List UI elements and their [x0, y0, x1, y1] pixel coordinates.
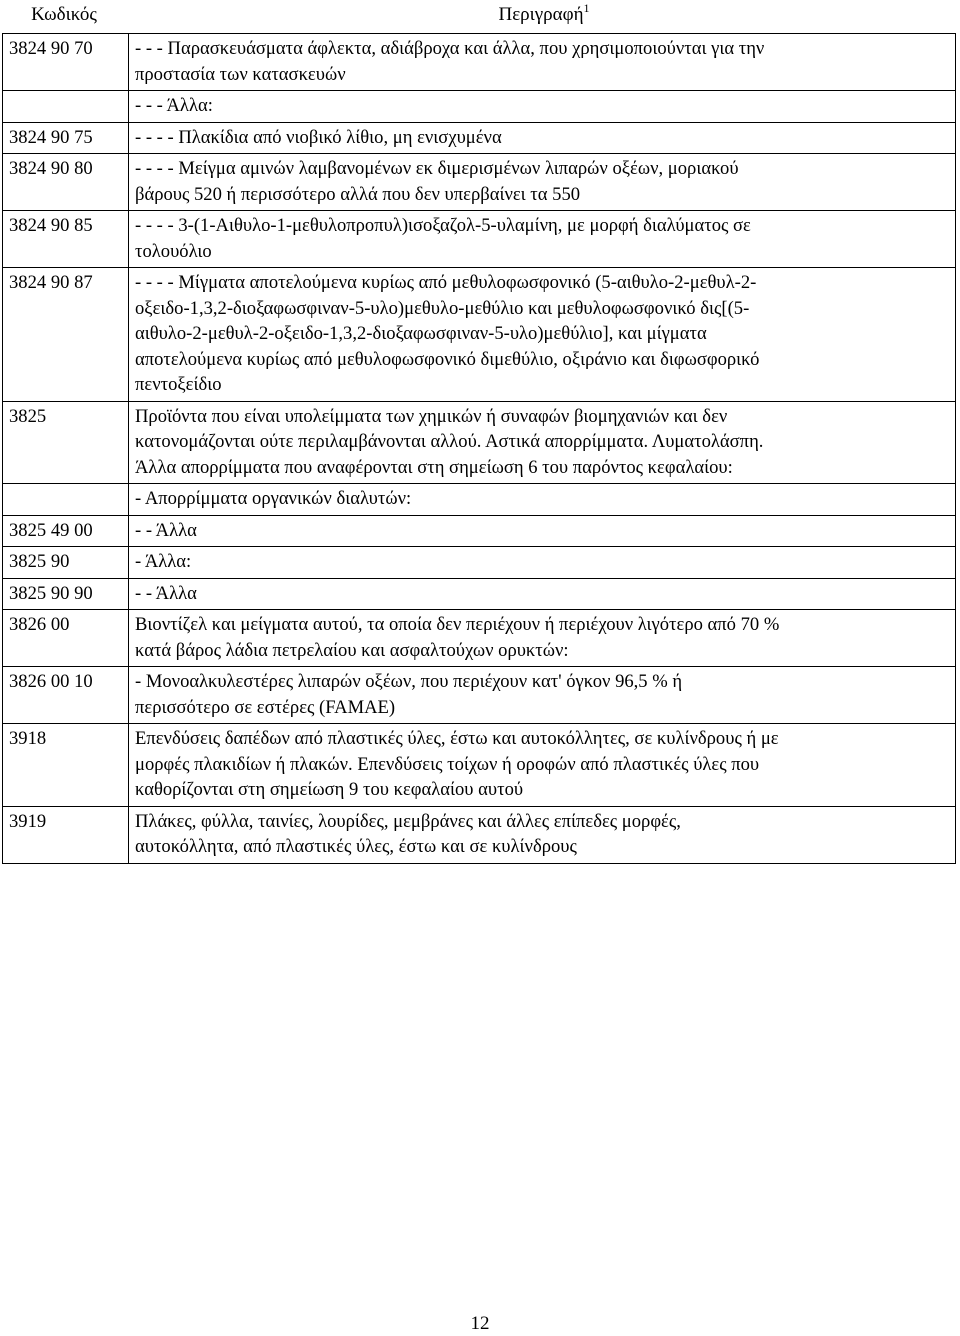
tariff-table-body [3, 34, 956, 864]
code-cell: 3918 [3, 724, 129, 807]
description-line: - - Άλλα [135, 519, 197, 541]
table-row [3, 34, 956, 91]
footnote-marker: 1 [583, 1, 590, 15]
description-line: Προϊόντα που είναι υπολείμματα των χημικών ή συναφών βιομηχανιών και δεν [135, 405, 728, 427]
code-cell: 3826 00 [3, 610, 129, 667]
description-line: - Απορρίμματα οργανικών διαλυτών: [135, 488, 412, 509]
description-line: τολουόλιο [135, 240, 212, 262]
description-line: - - - Άλλα: [135, 95, 213, 116]
table-row [3, 515, 956, 547]
description-line: Άλλα απορρίμματα που αναφέρονται στη σημείωση 6 του παρόντος κεφαλαίου: [135, 456, 733, 478]
description-line: - Άλλα: [135, 551, 192, 572]
table-row [3, 211, 956, 268]
description-cell [129, 806, 956, 863]
table-row [3, 547, 956, 579]
description-line: πεντοξείδιο [135, 374, 222, 395]
description-line: κατά βάρος λάδια πετρελαίου και ασφαλτούχων ορυκτών: [135, 639, 569, 661]
table-row [3, 578, 956, 610]
description-cell [129, 91, 956, 123]
code-cell: 3825 [3, 401, 129, 484]
table-row [3, 268, 956, 402]
description-line: - - - - 3-(1-Αιθυλο-1-μεθυλοπροπυλ)ισοξαζολ-5-υλαμίνη, με μορφή διαλύματος σε [135, 215, 751, 236]
description-cell [129, 154, 956, 211]
description-line: περισσότερο σε εστέρες (FAMAE) [135, 696, 396, 718]
page-number: 12 [470, 1313, 490, 1334]
description-cell [129, 724, 956, 807]
description-line: - - Άλλα [135, 582, 197, 604]
code-cell: 3825 90 [3, 547, 129, 579]
code-cell: 3824 90 87 [3, 268, 129, 402]
code-cell: 3824 90 75 [3, 122, 129, 154]
description-line: κατονομάζονται ούτε περιλαμβάνονται αλλού. Αστικά απορρίμματα. Λυματολάσπη. [135, 431, 764, 452]
code-cell: 3825 90 90 [3, 578, 129, 610]
description-cell [129, 515, 956, 547]
column-header-code: Κωδικός [31, 4, 97, 25]
description-line: - - - - Πλακίδια από νιοβικό λίθιο, μη ενισχυμένα [135, 126, 502, 148]
description-cell [129, 34, 956, 91]
description-line: βάρους 520 ή περισσότερο αλλά που δεν υπερβαίνει τα 550 [135, 183, 581, 205]
description-cell [129, 578, 956, 610]
code-cell: 3826 00 10 [3, 667, 129, 724]
description-line: Επενδύσεις δαπέδων από πλαστικές ύλες, έστω και αυτοκόλλητες, σε κυλίνδρους ή με [135, 728, 779, 749]
code-cell: 3825 49 00 [3, 515, 129, 547]
table-row [3, 484, 956, 516]
description-cell [129, 667, 956, 724]
description-line: Πλάκες, φύλλα, ταινίες, λουρίδες, μεμβράνες και άλλες επίπεδες μορφές, [135, 810, 681, 832]
description-cell [129, 484, 956, 516]
table-row [3, 806, 956, 863]
description-line: - - - - Μίγματα αποτελούμενα κυρίως από μεθυλοφωσφονικό (5-αιθυλο-2-μεθυλ-2- [135, 272, 757, 293]
description-cell [129, 211, 956, 268]
description-line: μορφές πλακιδίων ή πλακών. Επενδύσεις τοίχων ή οροφών από πλαστικές ύλες που [135, 753, 760, 775]
description-line: αιθυλο-2-μεθυλ-2-οξειδο-1,3,2-διοξαφωσφιναν-5-υλο)μεθύλιο], και μίγματα [135, 323, 707, 344]
description-line: - - - - Μείγμα αμινών λαμβανομένων εκ διμερισμένων λιπαρών οξέων, μοριακού [135, 158, 739, 179]
description-cell [129, 610, 956, 667]
description-line: καθορίζονται στη σημείωση 9 του κεφαλαίου αυτού [135, 779, 524, 800]
table-header [0, 0, 960, 34]
table-row [3, 724, 956, 807]
code-cell: 3824 90 85 [3, 211, 129, 268]
description-cell [129, 268, 956, 402]
table-row [3, 91, 956, 123]
tariff-table [2, 33, 956, 864]
description-line: - Μονοαλκυλεστέρες λιπαρών οξέων, που περιέχουν κατ' όγκον 96,5 % ή [135, 671, 683, 692]
table-row [3, 401, 956, 484]
description-cell [129, 122, 956, 154]
code-cell: 3824 90 70 [3, 34, 129, 91]
column-header-description [128, 1, 960, 26]
table-row [3, 667, 956, 724]
description-line: αυτοκόλλητα, από πλαστικές ύλες, έστω και σε κυλίνδρους [135, 836, 577, 857]
description-cell [129, 401, 956, 484]
description-line: - - - Παρασκευάσματα άφλεκτα, αδιάβροχα και άλλα, που χρησιμοποιούνται για την [135, 38, 765, 59]
code-cell: 3919 [3, 806, 129, 863]
description-line: αποτελούμενα κυρίως από μεθυλοφωσφονικό διμεθύλιο, οξιράνιο και διφωσφορικό [135, 348, 760, 370]
column-header-description-label: Περιγραφή [498, 4, 584, 25]
code-cell: 3824 90 80 [3, 154, 129, 211]
table-row [3, 122, 956, 154]
description-line: προστασία των κατασκευών [135, 63, 346, 85]
description-line: Βιοντίζελ και μείγματα αυτού, τα οποία δεν περιέχουν ή περιέχουν λιγότερο από 70 % [135, 614, 780, 635]
description-cell [129, 547, 956, 579]
code-cell [3, 91, 129, 123]
table-row [3, 610, 956, 667]
code-cell [3, 484, 129, 516]
description-line: οξειδο-1,3,2-διοξαφωσφιναν-5-υλο)μεθυλο-μεθύλιο και μεθυλοφωσφονικό δις[(5- [135, 297, 750, 319]
table-row [3, 154, 956, 211]
